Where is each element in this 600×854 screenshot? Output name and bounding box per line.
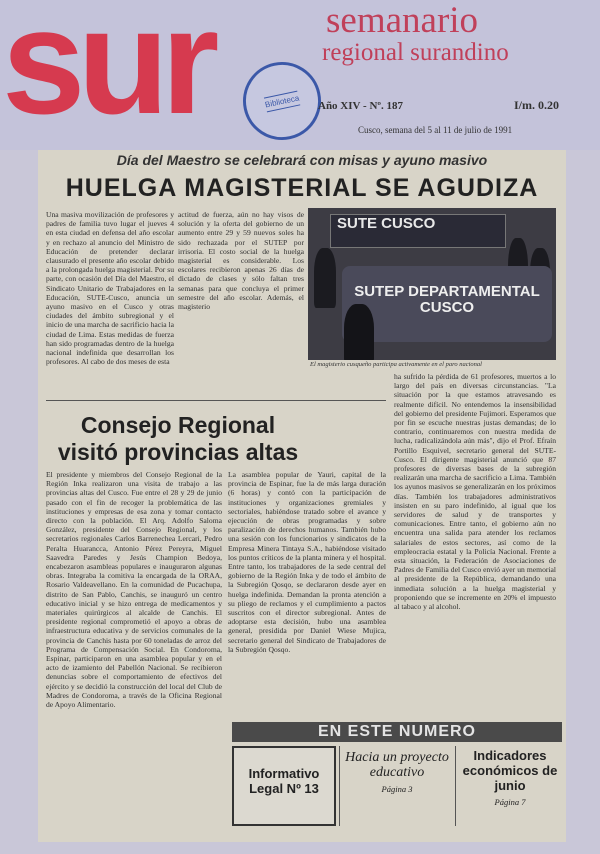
photo-person	[314, 248, 336, 308]
lead-column-3: ha sufrido la pérdida de 61 profesores, muertos a lo largo del país en diversas circunstancias. "La situación por la que estamos atravesando es realmente difícil. No entendemos la insensibilidad del gobierno del presidente Fujimori. Esperamos que por fin se escuche nuestras justas demandas; de lo contrario, continuaremos con nuestra medida de lucha, radicalizándola aún más", dijo el Prof. Efraín Portillo Esquivel, secretario general del SUTE-Cusco. El dirigente magisterial anunció que 87 profesores de diversas bases de la subregión realizarán una marcha de sacrificio a Lima. También los ayunos masivos se generalizarán en los próximos días. También los trabajadores administrativos insisten en su paro indefinido, al igual que los servidores de salud y de transportes y comunicaciones. Entre tanto, el gobierno aún no encuentra una salida para atender los reclamos salariales de estos sectores, así como de la empleocracia estatal y la Policía Nacional. Frente a esta situación, la Federación de Asociaciones de Padres de Familia del Cusco envió ayer un memorial al presidente de la República, demandando una inmediata solución a la huelga magisterial y proponiendo que se incremente en 20% el impuesto al tabaco y al alcohol.	[394, 372, 556, 612]
index-item-title: Indicadores económicos de junio	[462, 748, 558, 793]
photo-banner-sutep: SUTEP DEPARTAMENTAL CUSCO	[342, 266, 552, 342]
photo-person	[344, 304, 374, 360]
index-item-page: Página 7	[494, 797, 526, 807]
photo-banner-sute: SUTE CUSCO	[330, 214, 506, 248]
photo-caption: El magisterio cusqueño participa activamente en el paro nacional	[310, 361, 482, 368]
second-headline: Consejo Regional visitó provincias altas	[57, 412, 299, 465]
lead-column-1: Una masiva movilización de profesores y padres de familia tuvo lugar el jueves 4 en esta ciudad en defensa del año escolar y en rechazo al anuncio del Ministro de Educación de pretender declarar clausurado el presente año escolar debido a la prolongada huelga magisterial. Por su parte, con ocasión del Día del Maestro, el Sindicato Unitario de Trabajadores en la Educación, SUTE-Cusco, anuncia un ayuno masivo en el Cusco y otras ciudades del ámbito subregional y el inicio de una marcha de sacrificio hacia la ciudad de Lima. Estas medidas de fuerza han sido programadas dentro de la huelga nacional indefinida que desarrollan los profesores. Al cabo de dos meses de esta	[46, 210, 174, 367]
divider	[339, 746, 340, 826]
index-item-title: Hacia un proyecto educativo	[345, 750, 449, 780]
index-item-proyecto[interactable]	[342, 746, 452, 826]
lead-headline: HUELGA MAGISTERIAL SE AGUDIZA	[65, 174, 539, 202]
index-item-page: Página 3	[381, 784, 413, 794]
lead-column-2: actitud de fuerza, aún no hay visos de solución y la oferta del gobierno de un aumento entre 29 y 59 nuevos soles ha sido rechazada por el SUTEP por irrisoria. El costo social de la huelga magisterial es considerable. Los escolares recibieron apenas 26 días de dictado de clases y sólo faltan tres semanas para que concluya el primer semestre del año escolar. Además, el magisterio	[178, 210, 304, 312]
divider	[46, 400, 386, 401]
issue-number: Año XIV - Nº. 187	[318, 100, 404, 112]
dateline: Cusco, semana del 5 al 11 de julio de 1991	[358, 125, 513, 135]
library-stamp	[236, 55, 329, 148]
index-item-informativo[interactable]	[232, 746, 336, 826]
index-heading: EN ESTE NUMERO	[232, 722, 562, 742]
second-column-1: El presidente y miembros del Consejo Regional de la Región Inka realizaron una visita de trabajo a las provincias altas del Cusco. Fue entre el 28 y 29 de junio pasado con el fin de recoger la problemática de las instituciones y empresas de esa zona y tomar contacto directo con la población. El Arq. Adolfo Saloma González, presidente del Consejo Regional, y los secretarios regionales Carlos Barrenechea Lercari, Pedro Peralta Huarancca, Antonio Pérez Pereyra, Miguel Saavedra Paredes y Jesús Champion Bedoya, encabezaron asambleas populares e inauguraron algunas obras. Integraba la comitiva la encargada de la ORAA, Rosario Valdeavellano. En la comunidad de Pucachupa, distrito de San Pablo, Canchis, se inauguró un centro educativo inicial y se hizo entrega de medicamentos y materiales quirúrgicos al alcalde de Canchis. El presidente regional comprometió el apoyo a obras de infraestructura educativa y de servicios comunales de la provincia de Canchis hasta por 60 toneladas de arroz del Programa de Compensación Social. En Condoroma, Espinar, participaron en una asamblea popular y en el acto de izamiento del Pabellón Nacional. Se recibieron denuncias sobre el comportamiento de efectivos del ejército y se decidió la construcción del local del Club de Madres de Condoroma, a través de la Oficina Regional de Apoyo Alimentario.	[46, 470, 222, 710]
index-item-indicadores[interactable]	[458, 746, 562, 826]
masthead	[0, 0, 600, 150]
masthead-subtitle: regional surandino	[322, 39, 509, 66]
index-item-title: Informativo Legal Nº 13	[248, 766, 320, 796]
lead-photo	[308, 208, 556, 360]
lead-kicker: Día del Maestro se celebrará con misas y ayuno masivo	[116, 152, 488, 168]
price: I/m. 0.20	[514, 98, 559, 112]
divider	[455, 746, 456, 826]
second-column-2: La asamblea popular de Yauri, capital de la provincia de Espinar, fue la de más larga duración (6 horas) y contó con la participación de instituciones y organizaciones gremiales y sectoriales, habiéndose tratado sobre el avance y ejecución de obras programadas y sobre paralización de derechos humanos. También hubo una sesión con los funcionarios y sindicatos de la Empresa Minera Tintaya S.A., habiéndose visitado los puntos críticos de la planta minera y el hospital. Entre tanto, los trabajadores de la sede central del gobierno de la Región Inka y de todo el ámbito de la Subregión Qosqo, se declararon desde ayer en huelga indefinida. Demandan la pronta atención a su pliego de reclamos y el cumplimiento a pactos suscritos con el director subregional. Antes de adoptarse esta decisión, hubo una asamblea general, presidida por Daniel Wiese Mujica, secretario general del Sindicato de Trabajadores de la Subregión Qosqo.	[228, 470, 386, 654]
masthead-title: semanario	[326, 0, 479, 41]
logo: sur	[2, 0, 212, 145]
stamp-text: Biblioteca	[263, 90, 300, 112]
